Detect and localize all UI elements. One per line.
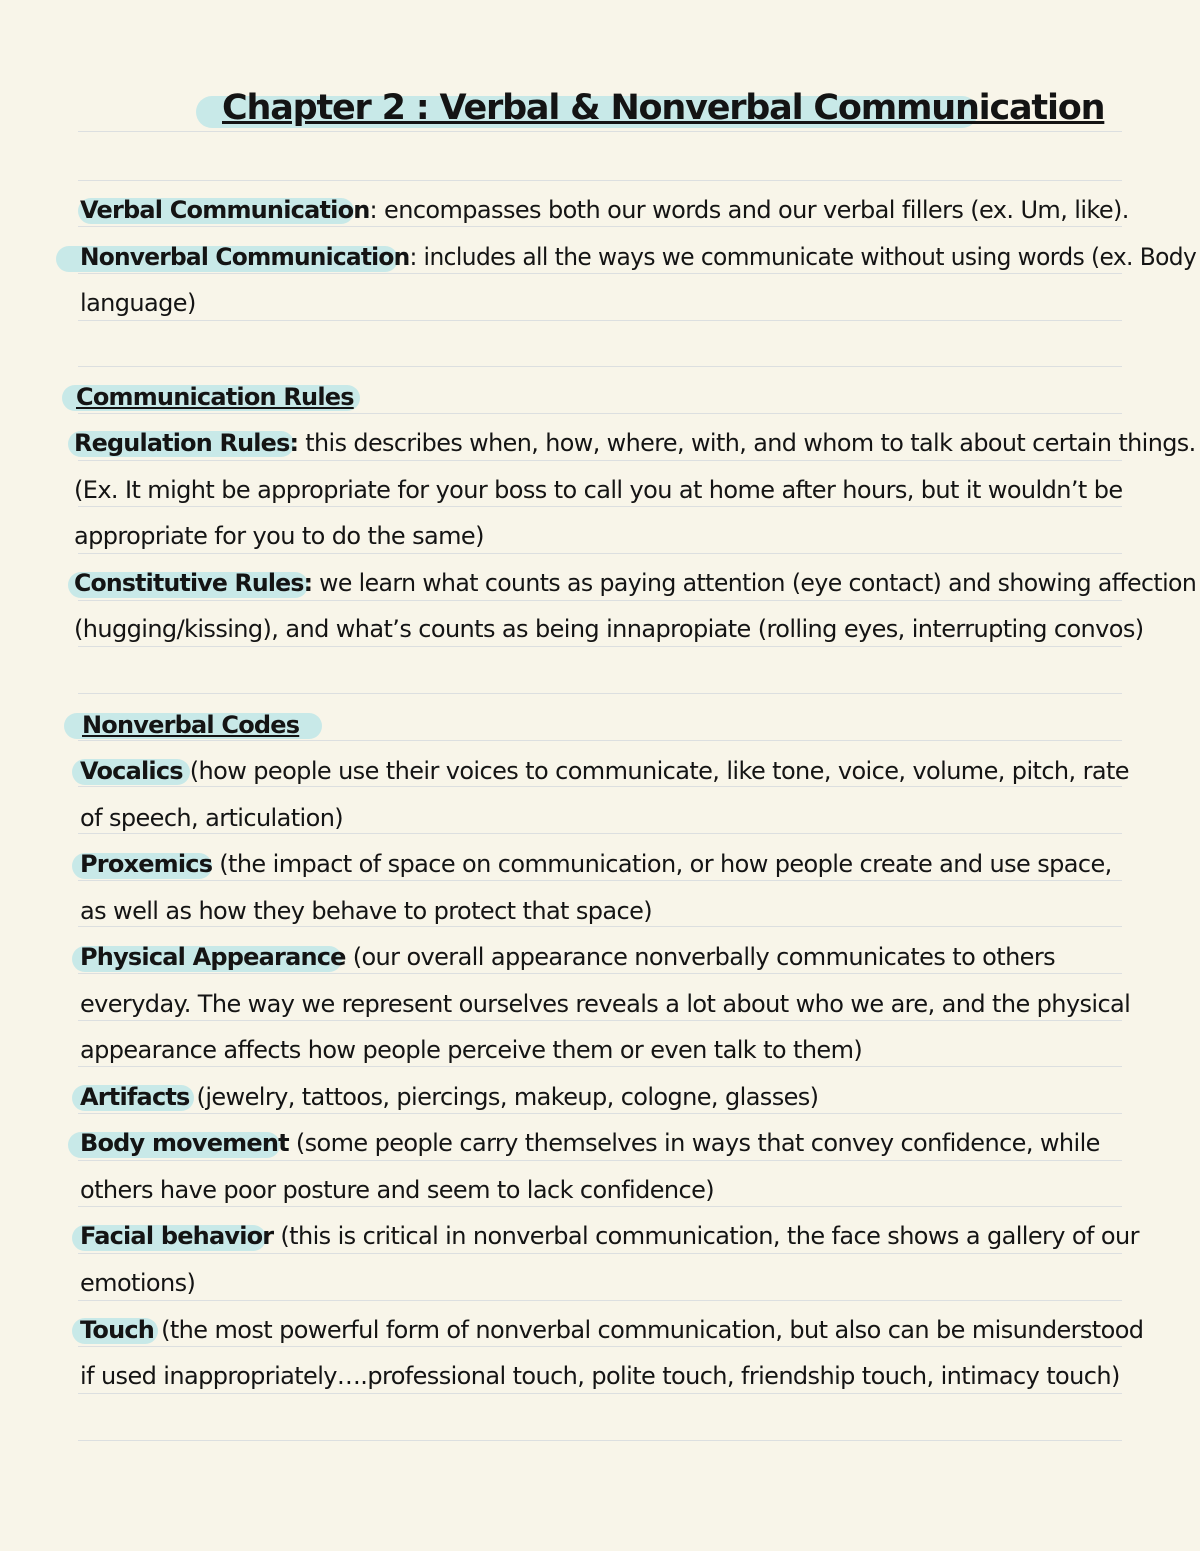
body-movement-text-cont: others have poor posture and seem to lack confidence) [80, 1176, 715, 1204]
nonverbal-text-cont: language) [80, 289, 196, 317]
rules-heading: Communication Rules [76, 383, 354, 411]
proxemics-item [80, 847, 1112, 881]
ruled-line [78, 1160, 1122, 1161]
nonverbal-term: Nonverbal Communication [80, 243, 410, 271]
body-movement-item [80, 1126, 1100, 1160]
nonverbal-text: : includes all the ways we communicate without using words (ex. Body [409, 243, 1197, 271]
ruled-line [78, 460, 1122, 461]
touch-term: Touch [80, 1316, 155, 1344]
ruled-line [78, 553, 1122, 554]
artifacts-term: Artifacts [80, 1083, 190, 1111]
touch-text: (the most powerful form of nonverbal communication, but also can be misunderstood [154, 1316, 1144, 1344]
verbal-definition [80, 193, 1129, 227]
ruled-line [78, 131, 1122, 132]
artifacts-item [80, 1080, 818, 1114]
ruled-line [78, 693, 1122, 694]
codes-heading: Nonverbal Codes [82, 711, 300, 739]
constitutive-text-cont: (hugging/kissing), and what’s counts as being innapropiate (rolling eyes, interrupting convos) [74, 615, 1144, 643]
regulation-term: Regulation Rules: [74, 429, 299, 457]
proxemics-text: (the impact of space on communication, or how people create and use space, [212, 850, 1112, 878]
touch-text-cont: if used inappropriately….professional touch, polite touch, friendship touch, intimacy touch) [80, 1362, 1120, 1390]
constitutive-rules [74, 566, 1196, 600]
regulation-rules [74, 426, 1196, 460]
touch-item [80, 1313, 1143, 1347]
ruled-line [78, 180, 1122, 181]
ruled-line [78, 1440, 1122, 1441]
proxemics-text-cont: as well as how they behave to protect that space) [80, 897, 653, 925]
nonverbal-definition [80, 240, 1196, 274]
ruled-line [78, 320, 1122, 321]
ruled-line [78, 646, 1122, 647]
appearance-text-cont: appearance affects how people perceive them or even talk to them) [80, 1036, 863, 1064]
vocalics-text-cont: of speech, articulation) [80, 804, 344, 832]
ruled-line [78, 1393, 1122, 1394]
regulation-text-cont: (Ex. It might be appropriate for your boss to call you at home after hours, but it wouldn’t be [74, 476, 1123, 504]
ruled-line [78, 366, 1122, 367]
page-title: Chapter 2 : Verbal & Nonverbal Communication [222, 88, 1105, 128]
constitutive-term: Constitutive Rules: [74, 569, 313, 597]
appearance-item [80, 940, 1055, 974]
regulation-text: this describes when, how, where, with, and whom to talk about certain things. [298, 429, 1196, 457]
appearance-text-cont: everyday. The way we represent ourselves reveals a lot about who we are, and the physical [80, 990, 1131, 1018]
facial-behavior-term: Facial behavior [80, 1222, 274, 1250]
facial-behavior-item [80, 1219, 1139, 1253]
appearance-term: Physical Appearance [80, 943, 346, 971]
verbal-text: : encompasses both our words and our verbal fillers (ex. Um, like). [369, 196, 1129, 224]
ruled-line [78, 600, 1122, 601]
regulation-text-cont: appropriate for you to do the same) [74, 522, 484, 550]
ruled-line [78, 1300, 1122, 1301]
vocalics-term: Vocalics [80, 757, 183, 785]
vocalics-text: (how people use their voices to communicate, like tone, voice, volume, pitch, rate [182, 757, 1129, 785]
appearance-text: (our overall appearance nonverbally communicates to others [345, 943, 1056, 971]
constitutive-text: we learn what counts as paying attention (eye contact) and showing affection [312, 569, 1197, 597]
body-movement-text: (some people carry themselves in ways that convey confidence, while [288, 1129, 1100, 1157]
verbal-term: Verbal Communication [80, 196, 370, 224]
artifacts-text: (jewelry, tattoos, piercings, makeup, cologne, glasses) [189, 1083, 819, 1111]
facial-behavior-text-cont: emotions) [80, 1269, 196, 1297]
facial-behavior-text: (this is critical in nonverbal communication, the face shows a gallery of our [273, 1222, 1139, 1250]
proxemics-term: Proxemics [80, 850, 213, 878]
vocalics-item [80, 754, 1129, 788]
ruled-line [78, 1253, 1122, 1254]
body-movement-term: Body movement [80, 1129, 289, 1157]
